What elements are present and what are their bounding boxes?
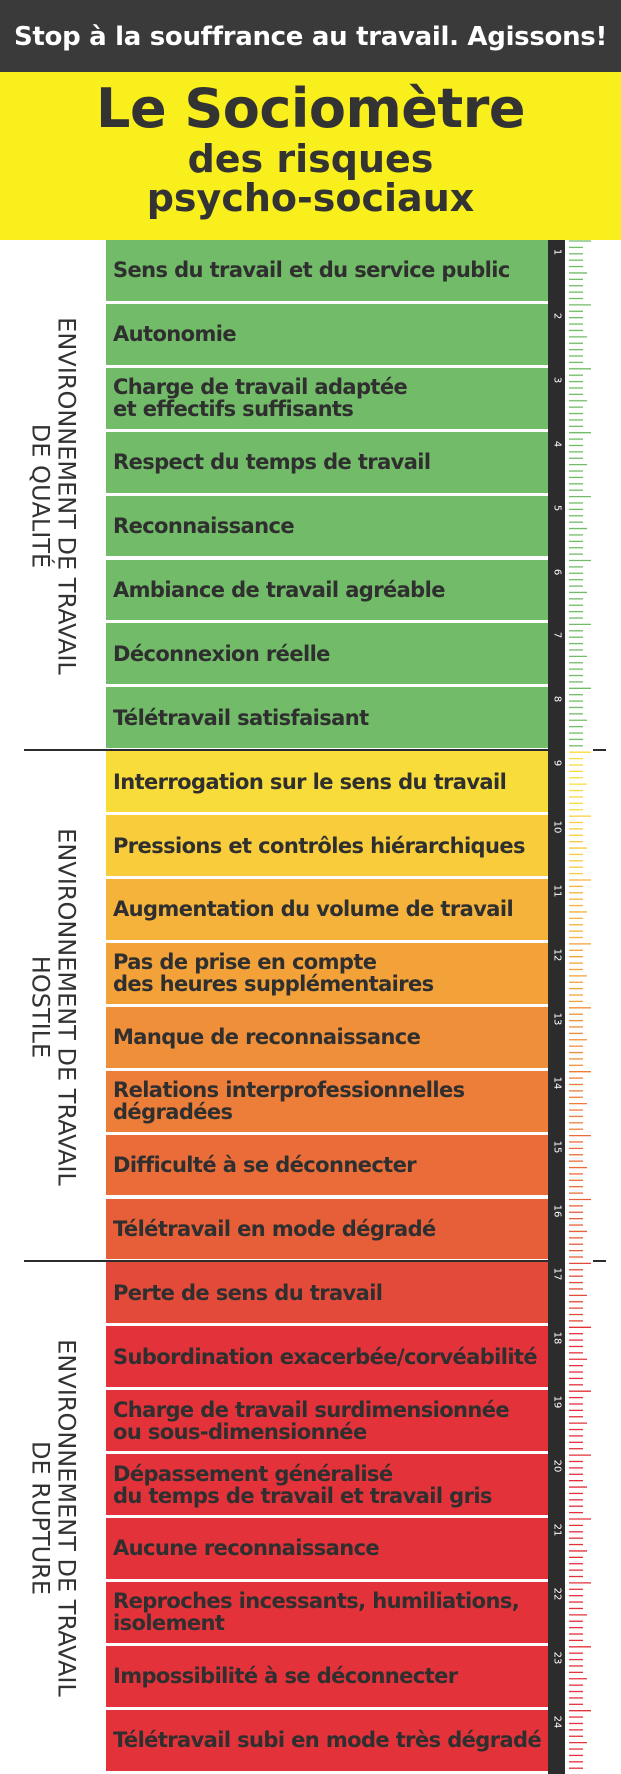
scale-number: 9 xyxy=(551,760,563,767)
scale-number: 22 xyxy=(551,1587,563,1601)
risk-row xyxy=(106,1390,548,1451)
risk-row xyxy=(106,1262,548,1323)
risk-row xyxy=(106,368,548,429)
page-subtitle-line1: des risques xyxy=(187,137,434,181)
risk-row xyxy=(106,1582,548,1643)
risk-label: Autonomie xyxy=(113,322,236,347)
page-subtitle-line2: psycho-sociaux xyxy=(146,176,475,220)
risk-label: Déconnexion réelle xyxy=(113,641,330,666)
section-label-hostile: ENVIRONNEMENT DE TRAVAIL HOSTILE xyxy=(27,827,81,1186)
risk-label: Télétravail subi en mode très dégradé xyxy=(113,1728,542,1753)
risk-label: Augmentation du volume de travail xyxy=(113,897,514,922)
page-title: Le Sociomètre xyxy=(96,77,525,140)
scale-number: 3 xyxy=(551,376,563,383)
risk-label: Aucune reconnaissance xyxy=(113,1536,380,1561)
scale-number: 6 xyxy=(551,568,563,575)
risk-label: Ambiance de travail agréable xyxy=(113,577,445,602)
scale-number: 11 xyxy=(551,884,563,898)
risk-label: Reproches incessants, humiliations, isolement xyxy=(113,1589,520,1636)
risk-row xyxy=(106,1646,548,1707)
scale-number: 20 xyxy=(551,1459,563,1473)
scale-number: 5 xyxy=(551,504,563,511)
risk-label: Charge de travail adaptée et effectifs suffisants xyxy=(113,375,408,422)
risk-row xyxy=(106,943,548,1004)
risk-label: Respect du temps de travail xyxy=(113,450,431,475)
risk-label: Sens du travail et du service public xyxy=(113,258,510,283)
risk-label: Relations interprofessionnelles dégradées xyxy=(113,1078,465,1125)
risk-row xyxy=(106,1199,548,1260)
scale-number: 13 xyxy=(551,1012,563,1026)
risk-row xyxy=(106,1454,548,1515)
ruler-ticks xyxy=(565,240,593,1774)
risk-row xyxy=(106,1710,548,1771)
risk-row xyxy=(106,751,548,812)
scale-number: 19 xyxy=(551,1395,563,1409)
risk-label: Perte de sens du travail xyxy=(113,1280,383,1305)
risk-label: Pas de prise en compte des heures supplémentaires xyxy=(113,950,434,997)
risk-label: Manque de reconnaissance xyxy=(113,1025,421,1050)
scale-number: 23 xyxy=(551,1651,563,1665)
scale-number: 1 xyxy=(551,248,563,256)
risk-label: Télétravail en mode dégradé xyxy=(113,1216,436,1241)
risk-label: Reconnaissance xyxy=(113,514,294,539)
section-label-quality: ENVIRONNEMENT DE TRAVAIL DE QUALITÉ xyxy=(27,316,81,675)
top-banner xyxy=(0,0,621,72)
scale-gauge xyxy=(548,240,565,1774)
scale-number: 8 xyxy=(551,696,563,703)
risk-row xyxy=(106,432,548,493)
scale-number: 21 xyxy=(551,1523,563,1537)
scale-number: 4 xyxy=(551,440,563,447)
risk-row xyxy=(106,1007,548,1068)
risk-row xyxy=(106,560,548,621)
section-label-rupture: ENVIRONNEMENT DE TRAVAIL DE RUPTURE xyxy=(27,1339,81,1697)
risk-row xyxy=(106,879,548,940)
risk-row xyxy=(106,1326,548,1387)
risk-row xyxy=(106,687,548,748)
risk-row xyxy=(106,1518,548,1579)
risk-row xyxy=(106,1135,548,1196)
scale-number: 15 xyxy=(551,1140,563,1153)
scale-number: 24 xyxy=(551,1715,563,1729)
scale-number: 2 xyxy=(551,312,563,320)
scale-number: 7 xyxy=(551,632,563,639)
risk-label: Charge de travail surdimensionnée ou sous-dimensionnée xyxy=(113,1397,510,1444)
risk-row xyxy=(106,623,548,684)
risk-label: Pressions et contrôles hiérarchiques xyxy=(113,833,525,858)
scale-number: 10 xyxy=(551,820,563,834)
risk-row xyxy=(106,1071,548,1132)
scale-number: 14 xyxy=(551,1076,563,1090)
scale-number: 17 xyxy=(551,1268,563,1281)
risk-label: Impossibilité à se déconnecter xyxy=(113,1664,458,1689)
risk-label: Interrogation sur le sens du travail xyxy=(113,769,507,794)
risk-label: Télétravail satisfaisant xyxy=(113,705,369,730)
risk-label: Dépassement généralisé du temps de travail et travail gris xyxy=(113,1461,492,1508)
risk-label: Subordination exacerbée/corvéabilité xyxy=(113,1344,538,1369)
title-header xyxy=(0,72,621,240)
scale-number: 12 xyxy=(551,948,563,962)
banner-slogan: Stop à la souffrance au travail. Agissons! xyxy=(13,22,608,52)
risk-row xyxy=(106,496,548,557)
scale-number: 18 xyxy=(551,1331,563,1345)
risk-label: Difficulté à se déconnecter xyxy=(113,1153,417,1178)
risk-row xyxy=(106,304,548,365)
risk-row xyxy=(106,815,548,876)
risk-row xyxy=(106,240,548,301)
scale-number: 16 xyxy=(551,1204,563,1217)
